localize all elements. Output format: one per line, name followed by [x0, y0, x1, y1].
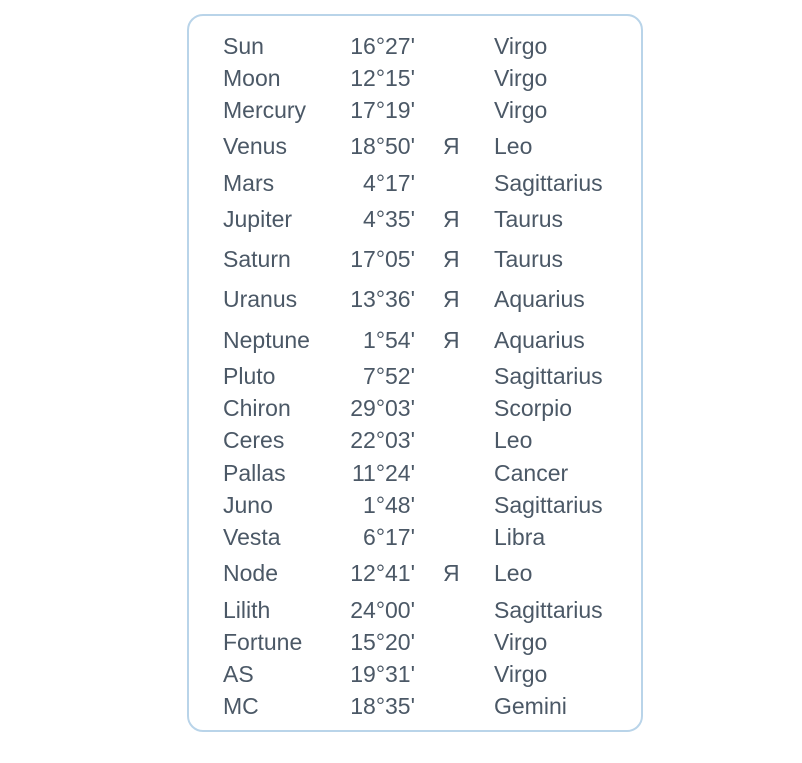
- retrograde-marker: Я: [443, 133, 460, 159]
- placement-row: [189, 325, 641, 355]
- zodiac-sign: Taurus: [494, 246, 564, 272]
- zodiac-sign: Gemini: [494, 693, 567, 719]
- planet-degree: 18°35': [350, 693, 415, 719]
- zodiac-sign: Cancer: [494, 460, 569, 486]
- placement-row: [189, 522, 641, 552]
- zodiac-sign: Virgo: [494, 97, 548, 123]
- planet-name: Uranus: [223, 286, 298, 312]
- planet-degree: 16°27': [350, 33, 415, 59]
- placement-row: [189, 168, 641, 198]
- planet-degree: 17°19': [350, 97, 415, 123]
- retrograde-marker: Я: [443, 327, 460, 353]
- planet-name: Ceres: [223, 427, 285, 453]
- zodiac-sign: Libra: [494, 524, 546, 550]
- placement-row: [189, 31, 641, 61]
- planet-degree: 24°00': [350, 597, 415, 623]
- placement-row: [189, 131, 641, 161]
- zodiac-sign: Virgo: [494, 629, 548, 655]
- zodiac-sign: Aquarius: [494, 327, 585, 353]
- placement-row: [189, 361, 641, 391]
- placement-row: [189, 490, 641, 520]
- placement-row: [189, 244, 641, 274]
- retrograde-marker: Я: [443, 286, 460, 312]
- planet-name: Mercury: [223, 97, 307, 123]
- planet-degree: 1°54': [363, 327, 415, 353]
- planet-degree: 18°50': [350, 133, 415, 159]
- retrograde-marker: Я: [443, 560, 460, 586]
- planet-name: Mars: [223, 170, 275, 196]
- planet-degree: 11°24': [351, 460, 415, 486]
- planet-degree: 13°36': [350, 286, 415, 312]
- placement-row: [189, 627, 641, 657]
- zodiac-sign: Taurus: [494, 206, 564, 232]
- planet-name: Jupiter: [223, 206, 293, 232]
- placement-row: [189, 393, 641, 423]
- retrograde-marker: Я: [443, 246, 460, 272]
- planet-name: Vesta: [223, 524, 281, 550]
- zodiac-sign: Virgo: [494, 65, 548, 91]
- placement-row: [189, 659, 641, 689]
- zodiac-sign: Virgo: [494, 33, 548, 59]
- zodiac-sign: Leo: [494, 560, 533, 586]
- planet-name: MC: [223, 693, 259, 719]
- planet-degree: 19°31': [350, 661, 415, 687]
- placement-row: [189, 95, 641, 125]
- planet-degree: 4°35': [363, 206, 415, 232]
- retrograde-marker: Я: [443, 206, 460, 232]
- planet-name: Fortune: [223, 629, 303, 655]
- planet-degree: 29°03': [350, 395, 415, 421]
- planet-degree: 6°17': [363, 524, 415, 550]
- planet-name: AS: [223, 661, 254, 687]
- planet-name: Pluto: [223, 363, 276, 389]
- zodiac-sign: Sagittarius: [494, 597, 603, 623]
- zodiac-sign: Sagittarius: [494, 170, 603, 196]
- placement-row: [189, 691, 641, 721]
- planet-degree: 22°03': [350, 427, 415, 453]
- planet-degree: 12°41': [350, 560, 415, 586]
- planet-name: Lilith: [223, 597, 271, 623]
- zodiac-sign: Scorpio: [494, 395, 572, 421]
- zodiac-sign: Aquarius: [494, 286, 585, 312]
- planet-name: Venus: [223, 133, 287, 159]
- planet-degree: 4°17': [363, 170, 415, 196]
- planet-name: Moon: [223, 65, 281, 91]
- zodiac-sign: Sagittarius: [494, 492, 603, 518]
- planet-positions-panel: [187, 14, 643, 732]
- zodiac-sign: Sagittarius: [494, 363, 603, 389]
- zodiac-sign: Leo: [494, 133, 533, 159]
- planet-degree: 17°05': [350, 246, 415, 272]
- planet-name: Sun: [223, 33, 264, 59]
- placement-row: [189, 558, 641, 588]
- planet-degree: 1°48': [363, 492, 415, 518]
- planet-name: Node: [223, 560, 278, 586]
- placement-row: [189, 425, 641, 455]
- planet-name: Neptune: [223, 327, 310, 353]
- planet-name: Chiron: [223, 395, 291, 421]
- planet-name: Juno: [223, 492, 273, 518]
- planet-degree: 7°52': [363, 363, 415, 389]
- planet-degree: 15°20': [350, 629, 415, 655]
- placement-row: [189, 595, 641, 625]
- planet-degree: 12°15': [350, 65, 415, 91]
- zodiac-sign: Virgo: [494, 661, 548, 687]
- placement-row: [189, 284, 641, 314]
- planet-name: Saturn: [223, 246, 291, 272]
- planet-name: Pallas: [223, 460, 286, 486]
- zodiac-sign: Leo: [494, 427, 533, 453]
- placement-row: [189, 63, 641, 93]
- placement-row: [189, 204, 641, 234]
- placement-row: [189, 458, 641, 488]
